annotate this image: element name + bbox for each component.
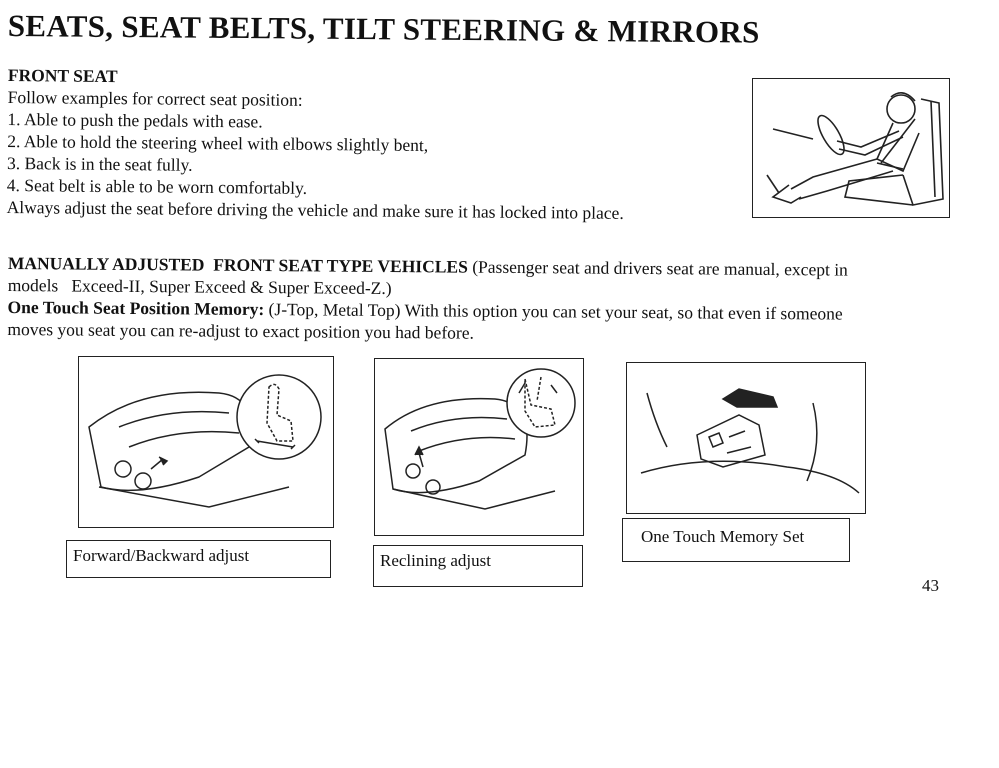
- manual-adjust-section: [7, 252, 848, 347]
- memory-text: (J-Top, Metal Top) With this option you can set your seat, so that even if someone: [264, 299, 843, 324]
- front-seat-intro: Follow examples for correct seat position:: [7, 86, 303, 110]
- memory-label: One Touch Seat Position Memory:: [7, 296, 265, 320]
- manual-models-line: models Exceed-II, Super Exceed & Super Exceed-Z.): [7, 274, 392, 299]
- front-seat-item-1: 1. Able to push the pedals with ease.: [7, 108, 263, 132]
- manual-heading-rest: (Passenger seat and drivers seat are manual, except in: [467, 256, 848, 280]
- memory-text-line2: moves you seat you can re-adjust to exact position you had before.: [7, 318, 475, 343]
- driver-seating-illustration: [752, 78, 950, 218]
- front-seat-item-2: 2. Able to hold the steering wheel with elbows slightly bent,: [7, 130, 429, 156]
- fig3-caption: One Touch Memory Set: [622, 518, 850, 562]
- front-seat-section: [7, 64, 626, 224]
- manual-heading: MANUALLY ADJUSTED FRONT SEAT TYPE VEHICLES: [7, 252, 468, 277]
- fig1-caption: Forward/Backward adjust: [66, 540, 331, 578]
- front-seat-item-4: 4. Seat belt is able to be worn comfortably.: [6, 174, 308, 198]
- fig2-caption: Reclining adjust: [373, 545, 583, 587]
- page-number: 43: [922, 576, 939, 595]
- reclining-figure: [374, 358, 584, 536]
- forward-backward-figure: [78, 356, 334, 528]
- front-seat-item-3: 3. Back is in the seat fully.: [6, 152, 193, 175]
- front-seat-heading: FRONT SEAT: [7, 64, 118, 87]
- memory-set-figure: [626, 362, 866, 514]
- page-title: SEATS, SEAT BELTS, TILT STEERING & MIRRORS: [7, 8, 760, 50]
- front-seat-note: Always adjust the seat before driving the vehicle and make sure it has locked into place.: [6, 196, 624, 223]
